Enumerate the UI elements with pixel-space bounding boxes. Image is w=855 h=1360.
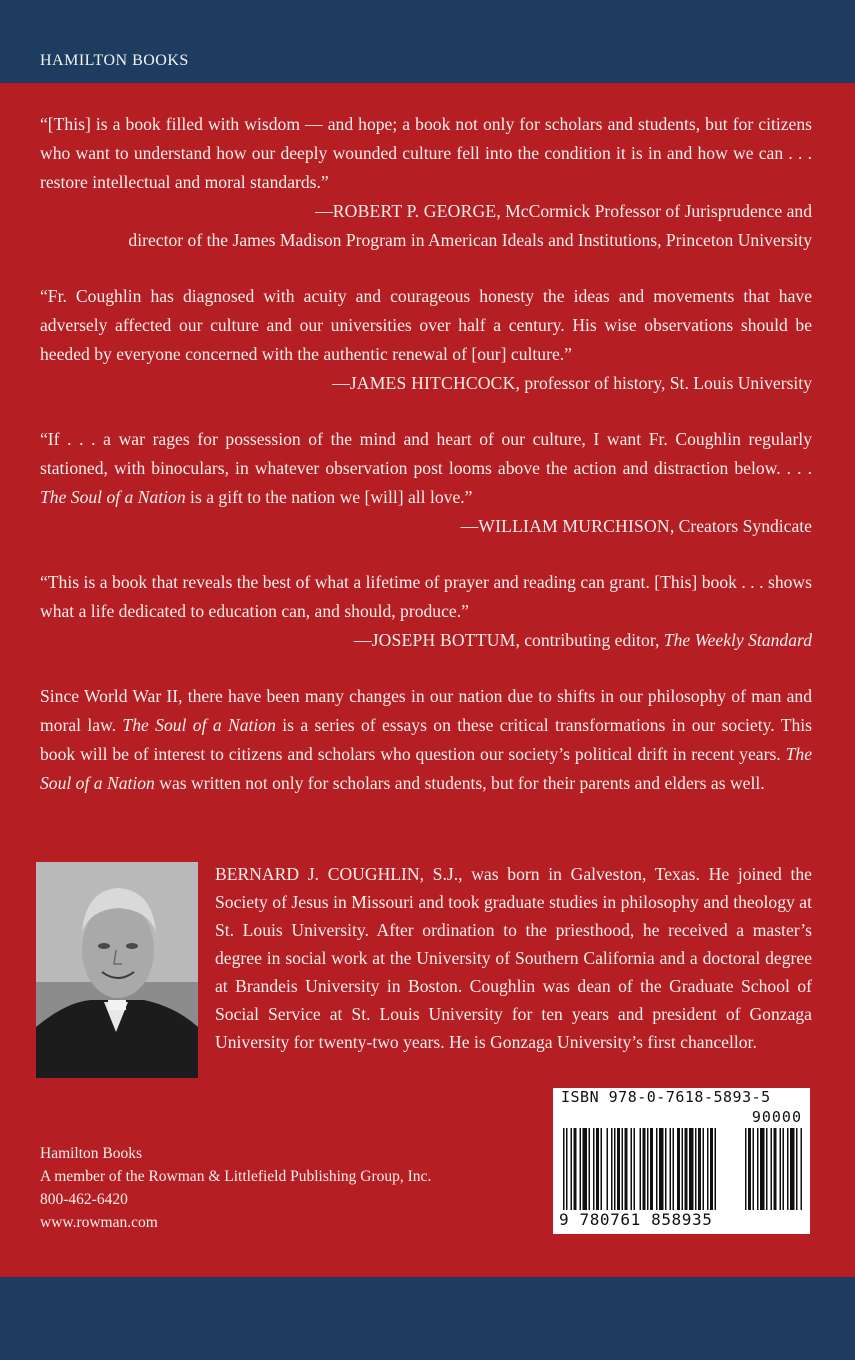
- barcode-bar: [656, 1128, 658, 1210]
- barcode-bar: [634, 1128, 636, 1210]
- barcode-bar: [715, 1128, 717, 1210]
- barcode-bar: [665, 1128, 667, 1210]
- barcode-bar: [601, 1128, 603, 1210]
- barcode-bar: [589, 1128, 591, 1210]
- quote-bottum: [40, 568, 812, 655]
- barcode-bar: [622, 1128, 624, 1210]
- attr-name: WILLIAM MURCHISON: [478, 516, 670, 536]
- attr-dash: —: [460, 516, 479, 536]
- barcode-bar: [583, 1128, 588, 1210]
- description-part: is a series of essays on these critical transformations in our society. This book will be of interest to citizens and scholars who question our society’s political drift in recent years.: [40, 715, 812, 764]
- barcode-bar: [647, 1128, 649, 1210]
- addon-bar: [760, 1128, 765, 1210]
- quote-george: [40, 110, 812, 255]
- barcode-bar: [614, 1128, 616, 1210]
- quote-text-part: is a gift to the nation we [will] all love.”: [185, 487, 473, 507]
- barcode-bar: [640, 1128, 642, 1210]
- author-portrait-illustration: [36, 862, 198, 1078]
- attr-title: , Creators Syndicate: [669, 516, 812, 536]
- addon-bar: [774, 1128, 777, 1210]
- addon-bar: [780, 1128, 782, 1210]
- barcode-bar: [596, 1128, 599, 1210]
- barcode-bar: [682, 1128, 684, 1210]
- addon-bar: [796, 1128, 798, 1210]
- addon-bar: [787, 1128, 789, 1210]
- description-part: was written not only for scholars and students, but for their parents and elders as well.: [154, 773, 765, 793]
- attr-name: ROBERT P. GEORGE: [332, 201, 497, 221]
- price-code: 90000: [751, 1108, 802, 1126]
- publication-title: The Weekly Standard: [663, 630, 812, 650]
- quote-text: [40, 425, 812, 512]
- imprint-name: Hamilton Books: [40, 1145, 143, 1162]
- book-title: The Soul of a Nation: [40, 487, 186, 507]
- book-title: The Soul of a Nation: [40, 744, 812, 793]
- barcode-bar: [566, 1128, 568, 1210]
- addon-bar: [801, 1128, 803, 1210]
- barcode-bar: [593, 1128, 595, 1210]
- imprint-group: A member of the Rowman & Littlefield Publishing Group, Inc.: [40, 1168, 432, 1185]
- barcode-bar: [580, 1128, 582, 1210]
- publisher-imprint: [40, 1142, 431, 1234]
- bottom-band: [0, 1277, 855, 1360]
- attr-dash: —: [315, 201, 333, 221]
- barcode-bar: [650, 1128, 653, 1210]
- addon-bar: [766, 1128, 768, 1210]
- barcode-bar: [611, 1128, 613, 1210]
- quote-attribution: [40, 512, 812, 541]
- addon-bar: [748, 1128, 751, 1210]
- barcode-bar: [689, 1128, 694, 1210]
- barcode-bar: [685, 1128, 688, 1210]
- addon-bar: [783, 1128, 785, 1210]
- barcode-bar: [710, 1128, 713, 1210]
- barcode-bar: [631, 1128, 633, 1210]
- quote-hitchcock: [40, 282, 812, 398]
- barcode-bar: [707, 1128, 709, 1210]
- top-band: [0, 0, 855, 83]
- author-bio: BERNARD J. COUGHLIN, S.J., was born in Galveston, Texas. He joined the Society of Jesus in Missouri and took graduate studies in philosophy and theology at St. Louis University. After ordination to the priesthood, he received a master’s degree in social work at the University of Southern California and a doctoral degree at Brandeis University in Boston. Coughlin was dean of the Graduate School of Social Service at St. Louis University for ten years and president of Gonzaga University for twenty-two years. He is Gonzaga University’s first chancellor.: [215, 864, 812, 1052]
- barcode-bar: [617, 1128, 620, 1210]
- barcode-bar: [670, 1128, 672, 1210]
- addon-bar: [771, 1128, 773, 1210]
- attr-dash: —: [332, 373, 350, 393]
- barcode-bar: [695, 1128, 697, 1210]
- quote-text: “Fr. Coughlin has diagnosed with acuity and courageous honesty the ideas and movements that have adversely affected our culture and our universities over half a century. His wise observations should be heeded by everyone concerned with the authentic renewal of [our] culture.”: [40, 286, 812, 364]
- addon-bar: [757, 1128, 759, 1210]
- barcode-bar: [659, 1128, 664, 1210]
- attr-title: , McCormick Professor of Jurisprudence and: [496, 201, 812, 221]
- barcode-bar: [703, 1128, 705, 1210]
- attr-name: JOSEPH BOTTUM: [371, 630, 516, 650]
- barcode-bar: [673, 1128, 675, 1210]
- addon-bar: [753, 1128, 755, 1210]
- book-description: [40, 682, 812, 798]
- quote-text: “[This] is a book filled with wisdom — and hope; a book not only for scholars and students, but for citizens who want to understand how our deeply wounded culture fell into the condition it is in and how we can . . . restore intellectual and moral standards.”: [40, 114, 812, 192]
- book-title: The Soul of a Nation: [122, 715, 276, 735]
- barcode-bar: [571, 1128, 573, 1210]
- quote-attribution: [40, 369, 812, 398]
- quote-text: “This is a book that reveals the best of what a lifetime of prayer and reading can grant. [This] book . . . shows what a life dedicated to education can, and should, produce.”: [40, 572, 812, 621]
- quote-text-part: “If . . . a war rages for possession of the mind and heart of our culture, I want Fr. Coughlin regularly stationed, with binoculars, in whatever observation post looms above the action and distraction below. . . .: [40, 429, 812, 478]
- barcode-bar: [625, 1128, 628, 1210]
- barcode-bar: [643, 1128, 646, 1210]
- attr-title-line2: director of the James Madison Program in American Ideals and Institutions, Princeton University: [128, 230, 812, 250]
- attr-name: JAMES HITCHCOCK: [349, 373, 516, 393]
- barcode-bar: [698, 1128, 701, 1210]
- barcode-bar: [563, 1128, 565, 1210]
- author-photo: [36, 862, 198, 1078]
- back-cover-text: [40, 110, 812, 798]
- attr-title: , contributing editor,: [515, 630, 664, 650]
- description-part: Since World War II, there have been many changes in our nation due to shifts in our philosophy of man and moral law.: [40, 686, 812, 735]
- addon-bar: [745, 1128, 747, 1210]
- isbn-number: ISBN 978-0-7618-5893-5: [561, 1088, 771, 1106]
- quote-murchison: [40, 425, 812, 541]
- barcode-bar: [574, 1128, 577, 1210]
- isbn-barcode: [553, 1088, 810, 1234]
- addon-bar: [790, 1128, 795, 1210]
- barcode-digits: 9 780761 858935: [559, 1210, 713, 1229]
- quote-attribution: [40, 626, 812, 655]
- attr-title: , professor of history, St. Louis University: [515, 373, 812, 393]
- publisher-label: HAMILTON BOOKS: [40, 52, 189, 69]
- barcode-bar: [607, 1128, 609, 1210]
- attr-dash: —: [354, 630, 372, 650]
- imprint-phone: 800-462-6420: [40, 1191, 128, 1208]
- imprint-website: www.rowman.com: [40, 1214, 158, 1231]
- barcode-bar: [677, 1128, 680, 1210]
- quote-attribution: [40, 197, 812, 255]
